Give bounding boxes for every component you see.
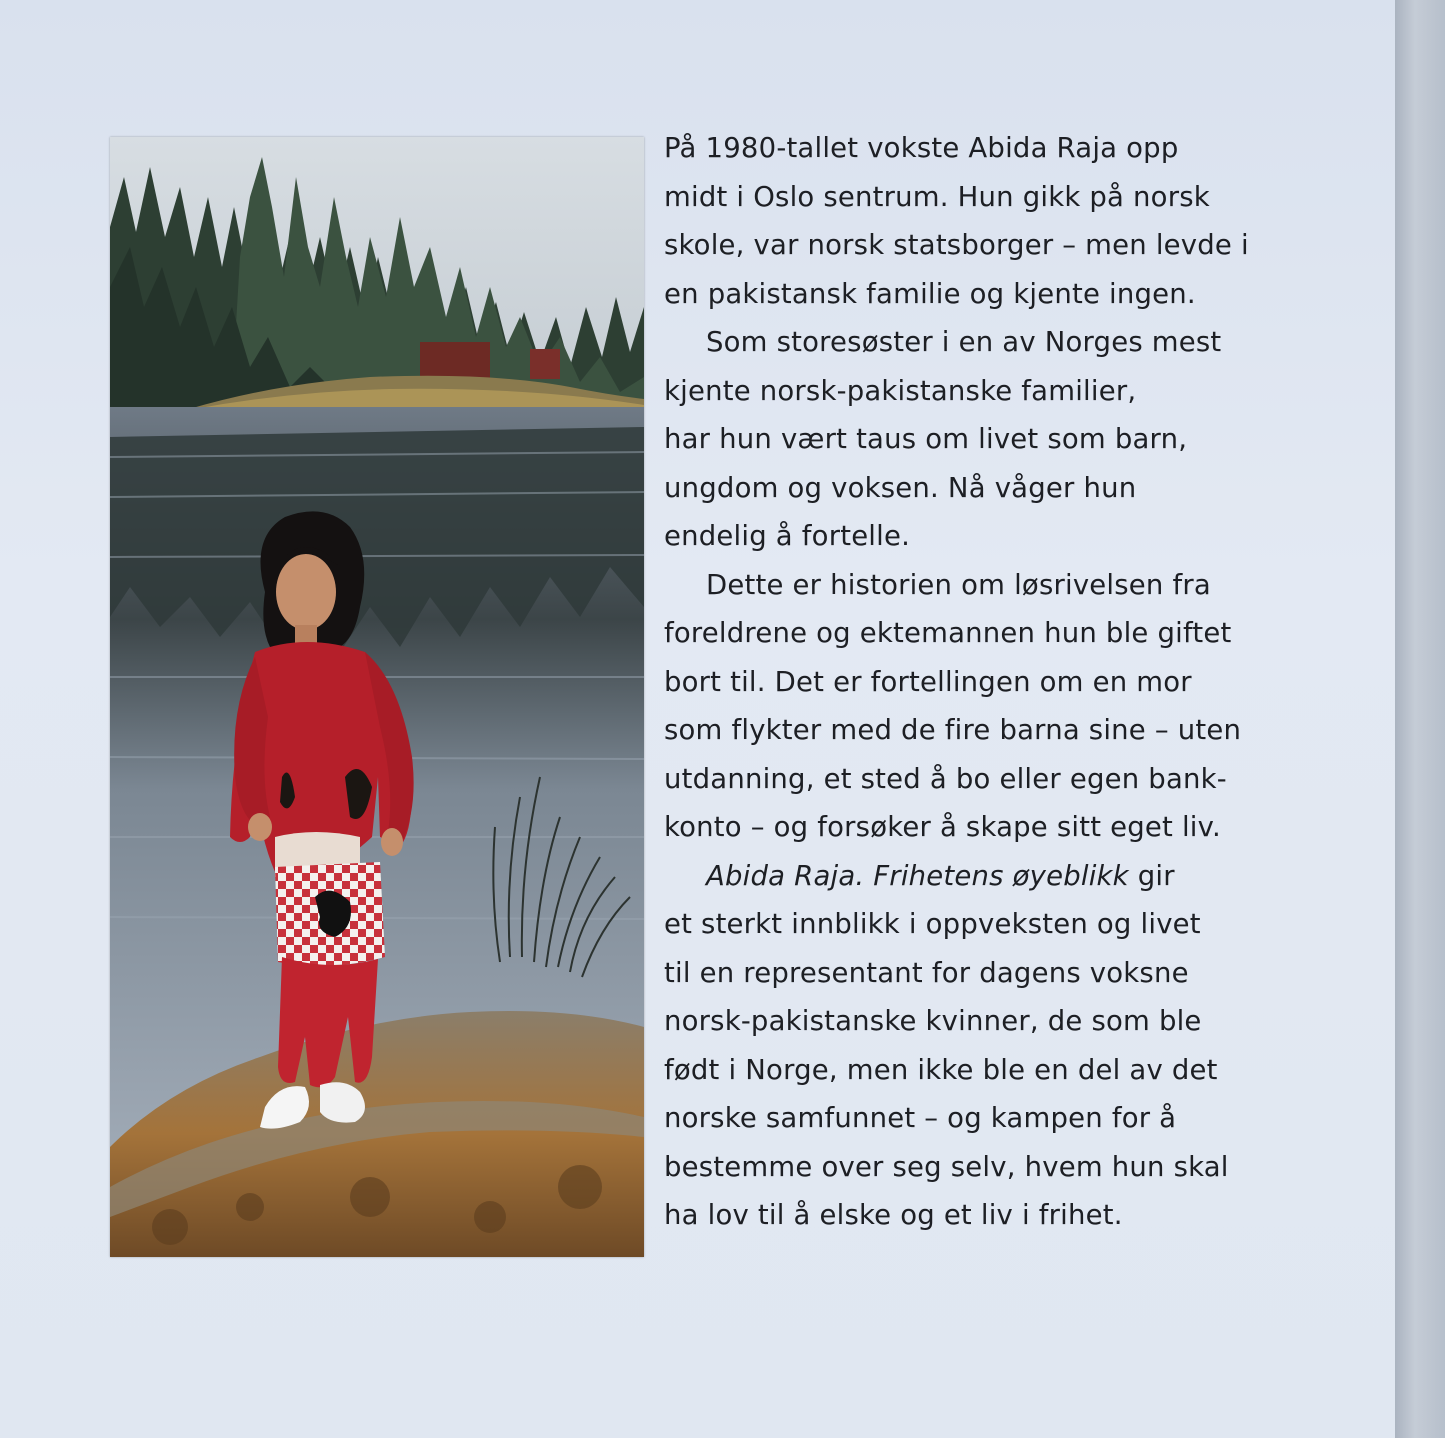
back-cover-blurb: [664, 124, 1364, 1240]
blurb-line: midt i Oslo sentrum. Hun gikk på norsk: [664, 180, 1210, 213]
photo-girl-by-lake: [110, 137, 644, 1257]
blurb-line: Dette er historien om løsrivelsen fra: [706, 568, 1211, 601]
blurb-line: bort til. Det er fortellingen om en mor: [664, 665, 1192, 698]
blurb-line: norske samfunnet – og kampen for å: [664, 1102, 1177, 1134]
blurb-title-line: [664, 852, 1364, 901]
blurb-line: bestemme over seg selv, hvem hun skal: [664, 1150, 1229, 1183]
blurb-line: foreldrene og ektemannen hun ble giftet: [664, 617, 1232, 649]
blurb-line: kjente norsk-pakistanske familier,: [664, 374, 1137, 407]
blurb-line: norsk-pakistanske kvinner, de som ble: [664, 1005, 1202, 1037]
blurb-line: skole, var norsk statsborger – men levde i: [664, 229, 1249, 261]
blurb-line: til en representant for dagens voksne: [664, 956, 1189, 989]
blurb-line-tail: gir: [1128, 859, 1175, 892]
blurb-line: som flykter med de fire barna sine – uten: [664, 714, 1242, 746]
cover-photo: [110, 137, 644, 1257]
page-edge: [1395, 0, 1445, 1438]
blurb-line: en pakistansk familie og kjente ingen.: [664, 277, 1196, 310]
blurb-line: ungdom og voksen. Nå våger hun: [664, 471, 1137, 504]
blurb-line: et sterkt innblikk i oppveksten og livet: [664, 908, 1201, 940]
blurb-line: konto – og forsøker å skape sitt eget liv.: [664, 811, 1221, 843]
blurb-line: har hun vært taus om livet som barn,: [664, 423, 1188, 455]
book-title-italic: Abida Raja. Frihetens øyeblikk: [706, 859, 1129, 892]
blurb-line: endelig å fortelle.: [664, 520, 911, 552]
blurb-line: ha lov til å elske og et liv i frihet.: [664, 1199, 1123, 1231]
blurb-line: utdanning, et sted å bo eller egen bank-: [664, 762, 1227, 795]
blurb-line: Som storesøster i en av Norges mest: [706, 326, 1222, 358]
blurb-line: På 1980-tallet vokste Abida Raja opp: [664, 132, 1179, 164]
blurb-line: født i Norge, men ikke ble en del av det: [664, 1053, 1218, 1086]
